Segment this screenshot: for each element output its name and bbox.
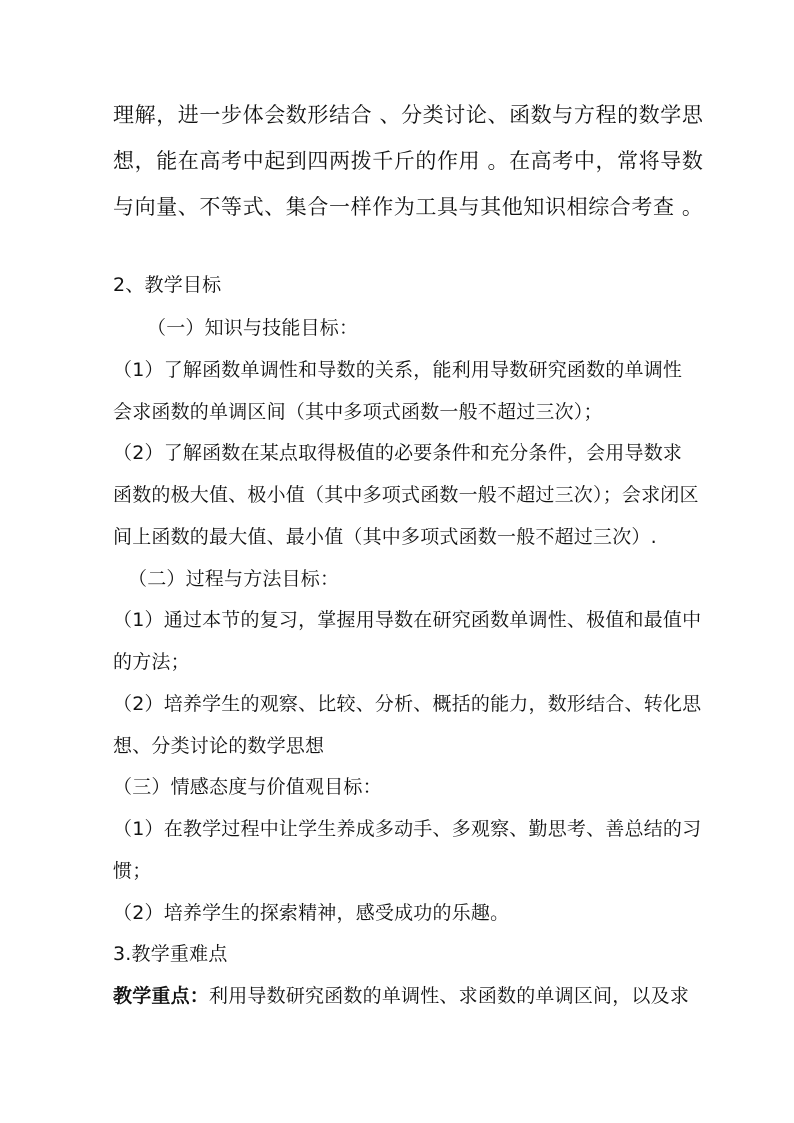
subsection-3-heading: （三）情感态度与价值观目标： bbox=[113, 776, 382, 798]
emotion-line-1: （1）在教学过程中让学生养成多动手、多观察、勤思考、善总结的习 bbox=[113, 818, 702, 840]
emotion-line-3: （2）培养学生的探索精神，感受成功的乐趣。 bbox=[113, 902, 510, 924]
subsection-2-heading: （二）过程与方法目标： bbox=[128, 568, 340, 590]
process-line-2: 的方法； bbox=[113, 651, 190, 673]
focus-label: 教学重点： bbox=[113, 985, 210, 1007]
process-line-4: 想、分类讨论的数学思想 bbox=[113, 735, 325, 757]
knowledge-line-2: 会求函数的单调区间（其中多项式函数一般不超过三次）； bbox=[113, 401, 603, 423]
knowledge-line-1: （1）了解函数单调性和导数的关系，能利用导数研究函数的单调性 bbox=[113, 359, 683, 381]
emotion-line-2: 惯； bbox=[113, 860, 152, 882]
intro-line-1: 理解，进一步体会数形结合 、分类讨论、函数与方程的数学思 bbox=[113, 103, 704, 127]
knowledge-line-4: 函数的极大值、极小值（其中多项式函数一般不超过三次）；会求闭区 bbox=[113, 484, 699, 506]
knowledge-line-3: （2）了解函数在某点取得极值的必要条件和充分条件，会用导数求 bbox=[113, 442, 683, 464]
intro-line-2: 想，能在高考中起到四两拨千斤的作用 。在高考中，常将导数 bbox=[113, 149, 704, 173]
intro-line-3: 与向量、不等式、集合一样作为工具与其他知识相综合考查 。 bbox=[113, 195, 704, 219]
focus-line bbox=[113, 983, 689, 1009]
knowledge-line-5: 间上函数的最大值、最小值（其中多项式函数一般不超过三次）. bbox=[113, 526, 657, 548]
process-line-1: （1）通过本节的复习，掌握用导数在研究函数单调性、极值和最值中 bbox=[113, 609, 702, 631]
focus-text: 利用导数研究函数的单调性、求函数的单调区间，以及求 bbox=[209, 985, 690, 1007]
process-line-3: （2）培养学生的观察、比较、分析、概括的能力，数形结合、转化思 bbox=[113, 693, 702, 715]
section-3-heading: 3.教学重难点 bbox=[113, 943, 228, 965]
section-2-heading: 2、教学目标 bbox=[113, 274, 222, 296]
subsection-1-heading: （一）知识与技能目标： bbox=[147, 317, 359, 339]
